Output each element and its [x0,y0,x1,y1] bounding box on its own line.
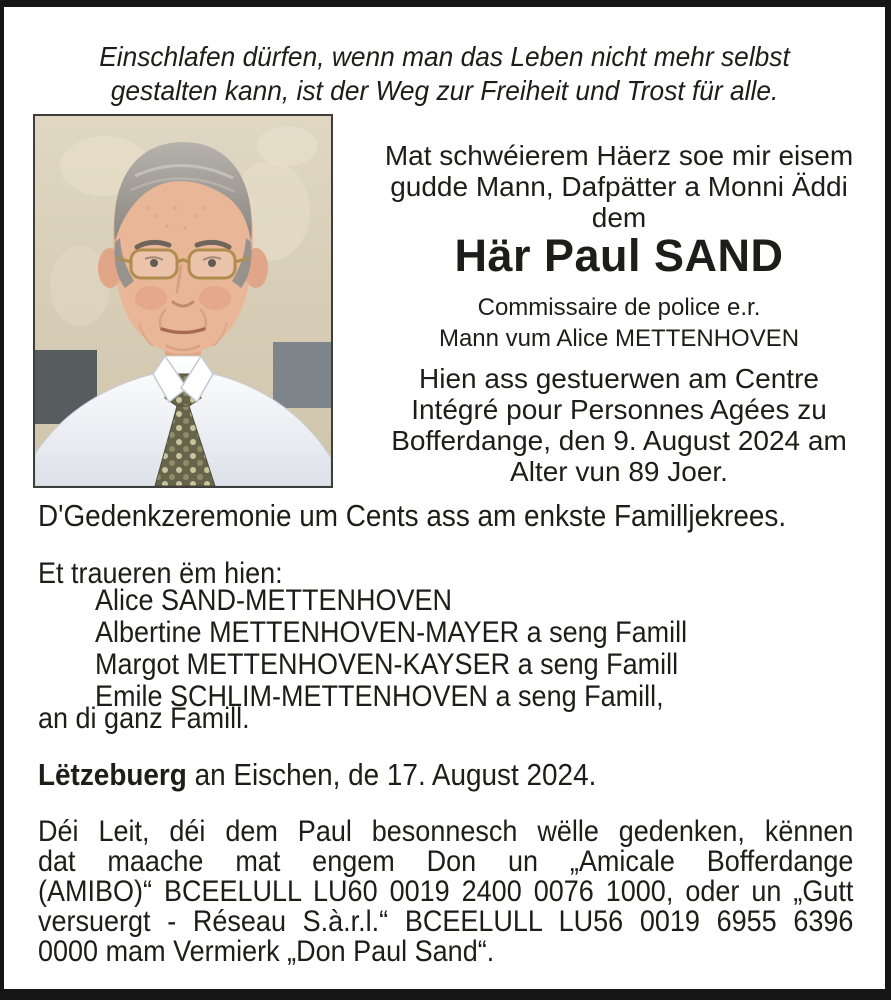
mourners-list-line-0: Alice SAND-METTENHOVEN [95,584,453,617]
mourners-list-line-3: Emile SCHLIM-METTENHOVEN a seng Famill, [95,680,664,713]
epigraph-line-1: gestalten kann, ist der Weg zur Freiheit und Trost für alle. [110,75,779,106]
deceased-name: Här Paul SAND [454,230,784,281]
mourners-heading: Et traueren ëm hien: [38,557,283,590]
frame-top [0,0,891,7]
mourners-list-line-2: Margot METTENHOVEN-KAYSER a seng Famill [95,648,679,681]
death-announcement-line-0: Hien ass gestuerwen am Centre [419,363,819,394]
ceremony-note: D'Gedenkzeremonie um Cents ass am enkste Familljekrees. [38,498,787,533]
frame-bottom [0,989,891,1000]
intro-text [352,140,886,233]
deceased-title [352,292,886,354]
portrait-photo [33,114,333,488]
donation-paragraph-line-1: dat maache mat engem Don un „Amicale Bofferdange [38,845,854,878]
epigraph [4,40,885,108]
death-announcement [352,363,886,487]
mourners-closing: an di ganz Famill. [38,702,250,735]
donation-paragraph [38,817,853,967]
mourners-list-line-1: Albertine METTENHOVEN-MAYER a seng Famill [95,616,688,649]
death-announcement-line-2: Bofferdange, den 9. August 2024 am [391,425,847,456]
intro-text-line-1: gudde Mann, Dafpätter a Monni Äddi [390,171,848,202]
donation-paragraph-line-0: Déi Leit, déi dem Paul besonnesch wëlle gedenken, kënnen [38,815,854,848]
deceased-title-line-1: Mann vum Alice METTENHOVEN [438,325,800,352]
frame-left [0,0,4,1000]
dateline-rest: an Eischen, de 17. August 2024. [186,757,597,792]
epigraph-line-0: Einschlafen dürfen, wenn man das Leben nicht mehr selbst [99,41,790,72]
intro-text-line-2: dem [591,202,647,233]
intro-text-line-0: Mat schwéierem Häerz soe mir eisem [384,140,854,171]
mourners-list [95,585,753,713]
donation-paragraph-line-3: versuergt - Réseau S.à.r.l.“ BCEELULL LU56 0019 6955 6396 [38,905,854,938]
donation-paragraph-line-2: (AMIBO)“ BCEELULL LU60 0019 2400 0076 1000, oder un „Gutt [38,875,854,908]
dateline-city: Lëtzebuerg [38,757,187,792]
donation-paragraph-line-4: 0000 mam Vermierk „Don Paul Sand“. [38,935,495,968]
portrait-illustration [35,116,331,486]
death-announcement-line-1: Intégré pour Personnes Agées zu [411,394,827,425]
deceased-title-line-0: Commissaire de police e.r. [477,294,761,321]
dateline [38,757,596,793]
death-announcement-line-3: Alter vun 89 Joer. [510,456,728,487]
